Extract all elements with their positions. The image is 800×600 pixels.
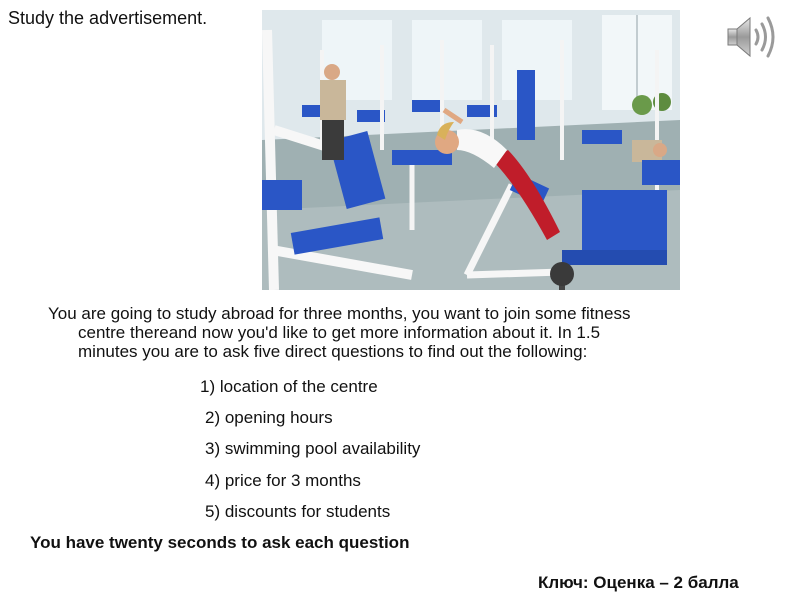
gym-photo (262, 10, 680, 290)
speaker-icon[interactable] (725, 12, 781, 62)
answer-key: Ключ: Оценка – 2 балла (538, 573, 739, 592)
list-item-opening-hours: 2) opening hours (205, 408, 333, 427)
slide-heading: Study the advertisement. (8, 8, 208, 28)
time-instruction: You have twenty seconds to ask each question (30, 533, 410, 552)
list-item-discounts: 5) discounts for students (205, 502, 391, 521)
list-item-price: 4) price for 3 months (205, 471, 361, 490)
task-line: minutes you are to ask five direct questions to find out the following: (78, 342, 588, 361)
list-item-swimming-pool: 3) swimming pool availability (205, 439, 421, 458)
task-line: centre thereand now you'd like to get more information about it. In 1.5 (78, 323, 601, 342)
list-item-location: 1) location of the centre (200, 377, 378, 396)
task-line: You are going to study abroad for three months, you want to join some fitness (48, 304, 631, 323)
task-description (48, 304, 768, 361)
